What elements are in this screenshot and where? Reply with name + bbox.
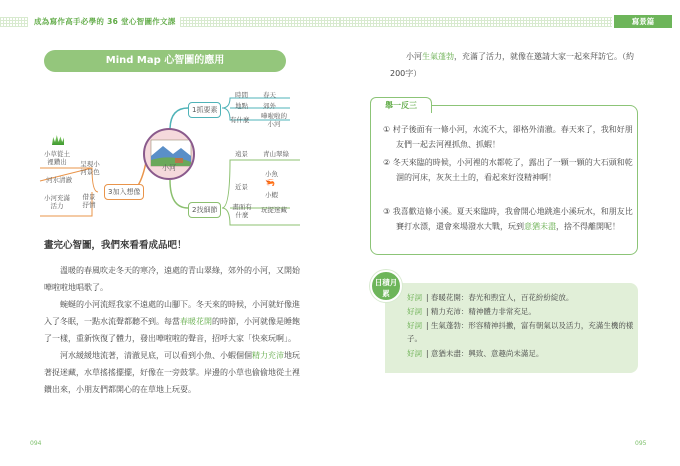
page-number: 095 — [635, 440, 647, 447]
section-tag: 寫景篇 — [614, 15, 672, 28]
page-number: 094 — [30, 440, 42, 447]
mindmap-center-node — [143, 128, 195, 180]
examples-title: 舉一反三 — [370, 97, 432, 113]
example-item: ③ 我喜歡這條小溪。夏天來臨時，我會開心地跳進小溪玩水，和朋友比賽打水漂，還會來場潑水大戰，玩到意猶未盡，捨不得離開呢！ — [383, 207, 633, 231]
node-value: 青山翠綠 — [263, 150, 289, 158]
branch-node: 1抓要素 — [188, 102, 221, 118]
node-value: 春天 — [263, 91, 276, 99]
intro-paragraph: 小河生氣蓬勃，充滿了活力，就像在邀請大家一起來拜訪它。（約 200字） — [390, 52, 634, 78]
node-value: 河水清澈 — [46, 176, 72, 184]
node-key: 有什麼 — [230, 116, 250, 124]
header-hatch — [180, 17, 340, 27]
branch-node: 2找細節 — [188, 202, 221, 218]
node-value: 小草從土裡鑽出 — [44, 150, 70, 166]
header-hatch — [0, 17, 28, 27]
center-label: 小河 — [162, 164, 176, 172]
node-value: 嘩啦啦的小河 — [261, 112, 287, 128]
node-key: 時間 — [235, 91, 248, 99]
node-key: 近景 — [235, 183, 248, 191]
node-value: 玩捉迷藏 — [261, 206, 287, 214]
node-key: 畫面有什麼 — [232, 203, 252, 219]
section-heading: 畫完心智圖，我們來看看成品吧！ — [44, 240, 187, 251]
vocabulary-badge: 日積月累 — [370, 270, 402, 302]
running-title: 成為寫作高手必學的 36 堂心智圖作文課 — [30, 16, 180, 27]
node-key: 呈現小河景色 — [80, 160, 100, 176]
vocab-item: 好詞 | 精力充沛：精神體力非常充足。 — [407, 307, 536, 316]
node-value: 小河充滿活力 — [44, 194, 70, 210]
node-key: 遠景 — [235, 150, 248, 158]
vocab-item: 好詞 | 春暖花開：春光和煦宜人，百花紛紛綻放。 — [407, 293, 574, 302]
example-item: ② 冬天來臨的時候，小河裡的水都乾了，露出了一顆一顆的大石頭和乾涸的河床，灰灰土土的，看起來好沒精神啊！ — [383, 158, 633, 182]
example-item: ① 村子後面有一條小河，水流不大，卻格外清澈。春天來了，我和好朋友們一起去河裡抓魚、抓蝦！ — [383, 125, 633, 149]
node-value: 郊外 — [263, 102, 276, 110]
node-value: 小魚 — [265, 170, 278, 178]
shrimp-icon: 🦐 — [265, 178, 275, 187]
node-key: 借景抒情 — [82, 193, 96, 209]
vocab-item: 好詞 | 意猶未盡：興致、意趣尚未滿足。 — [407, 349, 544, 358]
paragraph: 溫暖的春風吹走冬天的寒冷，遠處的青山翠綠，郊外的小河，又開始嘩啦啦地唱歌了。 — [44, 266, 300, 292]
header-hatch — [340, 17, 612, 27]
mindmap-banner: Mind Map 心智圖的應用 — [44, 50, 286, 72]
vocab-item: 好詞 | 生氣蓬勃：形容精神抖擻，富有朝氣以及活力，充滿生機的樣子。 — [407, 321, 634, 343]
node-key: 地點 — [235, 102, 248, 110]
branch-node: 3加入想像 — [104, 184, 144, 200]
paragraph: 蜿蜒的小河流經我家不遠處的山腳下。冬天來的時候，小河就好像進入了冬眠，一點水流聲都聽不到。每當春暖花開的時節，小河就像是睡飽了一樣，重新恢復了體力，發出嘩啦啦的聲音，招呼大家「快來玩啊」。 — [44, 300, 300, 343]
node-value: 小蝦 — [265, 191, 278, 199]
paragraph: 河水緩緩地流著，清澈見底，可以看到小魚、小蝦個個精力充沛地玩著捉迷藏，水草搖搖擺擺，好像在一旁鼓掌。岸邊的小草也偷偷地從土裡鑽出來，小朋友們都開心的在草地上玩耍。 — [44, 351, 300, 394]
right-page — [340, 0, 680, 466]
mindmap — [30, 80, 310, 230]
